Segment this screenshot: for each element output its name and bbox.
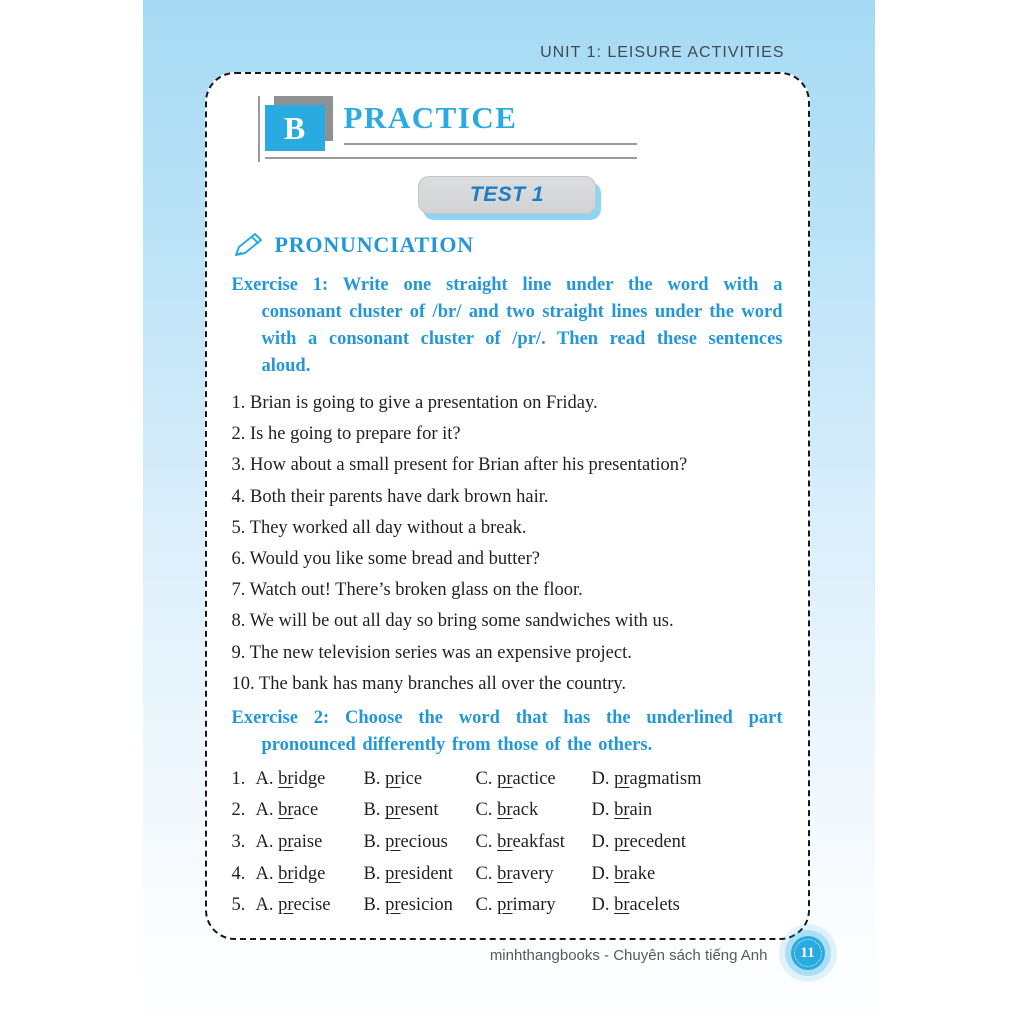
underlined-part: br (497, 832, 513, 853)
sentence-item: 1. Brian is going to give a presentation on Friday. (231, 393, 598, 413)
underlined-part: br (614, 863, 630, 884)
sentence-item: 9. The new television series was an expensive project. (231, 642, 632, 663)
section-title: PRACTICE (343, 100, 518, 135)
answer-option: C. practice (475, 768, 556, 789)
underlined-part: br (614, 800, 630, 821)
sentence-list (232, 393, 783, 694)
pencil-icon (232, 230, 264, 260)
answer-option: A. brace (255, 800, 319, 821)
exercise1-text: Write one straight line under the word with a consonant cluster of /br/ and two straight lines under the word with a consonant cluster of /pr/. Then read these sentences aloud. (261, 275, 783, 376)
answer-option: D. brain (591, 800, 653, 821)
underlined-part: br (278, 863, 294, 884)
page-number-badge (791, 936, 825, 970)
sentence-item: 8. We will be out all day so bring some sandwiches with us. (231, 611, 674, 632)
answer-option: C. brack (475, 800, 539, 821)
book-page (143, 0, 875, 1017)
question-number: 4. (231, 863, 246, 884)
underlined-part: pr (385, 832, 401, 853)
underlined-part: br (497, 863, 513, 884)
answer-option: D. precedent (591, 832, 687, 853)
exercise2-label: Exercise 2: (231, 707, 330, 728)
answer-option: C. bravery (475, 863, 554, 884)
test-badge-label: TEST 1 (469, 183, 545, 206)
underlined-part: pr (614, 832, 630, 853)
underlined-part: pr (385, 800, 401, 821)
question-row (232, 895, 783, 916)
underlined-part: pr (497, 895, 513, 916)
question-list (232, 769, 783, 916)
answer-option: B. present (363, 800, 439, 821)
underlined-part: pr (385, 895, 401, 916)
answer-option: B. president (363, 863, 453, 884)
title-underline-bottom (265, 157, 637, 159)
underlined-part: pr (614, 768, 630, 789)
underlined-part: br (278, 800, 294, 821)
question-number: 5. (231, 895, 246, 916)
page-number: 11 (800, 944, 815, 961)
answer-option: C. primary (475, 895, 556, 916)
underlined-part: pr (278, 895, 294, 916)
answer-option: A. precise (255, 895, 331, 916)
sentence-item: 4. Both their parents have dark brown hair. (231, 486, 549, 507)
exercise2-instructions (232, 705, 783, 759)
question-row (232, 864, 783, 885)
pronunciation-heading (232, 229, 783, 261)
answer-option: A. bridge (255, 768, 326, 789)
answer-option: B. precious (363, 832, 448, 853)
answer-option: B. price (363, 768, 423, 789)
title-underline-top (344, 143, 637, 145)
underlined-part: br (497, 800, 513, 821)
underlined-part: br (278, 768, 294, 789)
exercise2-text: Choose the word that has the underlined part pronounced differently from those of the others. (261, 707, 783, 755)
sentence-item: 10. The bank has many branches all over the country. (231, 673, 627, 694)
underlined-part: pr (385, 768, 401, 789)
content-box (205, 72, 810, 940)
sentence-item: 7. Watch out! There’s broken glass on the floor. (231, 580, 583, 601)
underlined-part: pr (278, 832, 294, 853)
section-letter: B (283, 109, 306, 146)
answer-option: D. bracelets (591, 895, 680, 916)
vertical-rule (258, 96, 260, 162)
section-letter-badge (265, 105, 325, 151)
question-row (232, 832, 783, 853)
sentence-item: 2. Is he going to prepare for it? (231, 424, 461, 445)
footer-text: minhthangbooks - Chuyên sách tiếng Anh (489, 947, 768, 964)
question-number: 3. (231, 832, 246, 853)
answer-option: D. brake (591, 863, 656, 884)
question-row (232, 769, 783, 790)
underlined-part: br (614, 895, 630, 916)
practice-section-header (232, 94, 783, 166)
answer-option: A. bridge (255, 863, 326, 884)
question-number: 2. (231, 800, 246, 821)
sentence-item: 3. How about a small present for Brian after his presentation? (231, 455, 688, 476)
sentence-item: 5. They worked all day without a break. (231, 517, 527, 538)
question-number: 1. (231, 768, 246, 789)
unit-header: UNIT 1: LEISURE ACTIVITIES (540, 44, 785, 61)
pronunciation-title: PRONUNCIATION (274, 232, 474, 257)
sentence-item: 6. Would you like some bread and butter? (231, 548, 540, 569)
answer-option: C. breakfast (475, 832, 565, 853)
exercise1-instructions (232, 272, 783, 380)
underlined-part: pr (385, 863, 401, 884)
exercise1-label: Exercise 1: (231, 275, 329, 295)
test-badge (418, 176, 596, 214)
answer-option: D. pragmatism (591, 768, 702, 789)
question-row (232, 800, 783, 821)
underlined-part: pr (497, 768, 513, 789)
answer-option: A. praise (255, 832, 323, 853)
answer-option: B. presicion (363, 895, 453, 916)
